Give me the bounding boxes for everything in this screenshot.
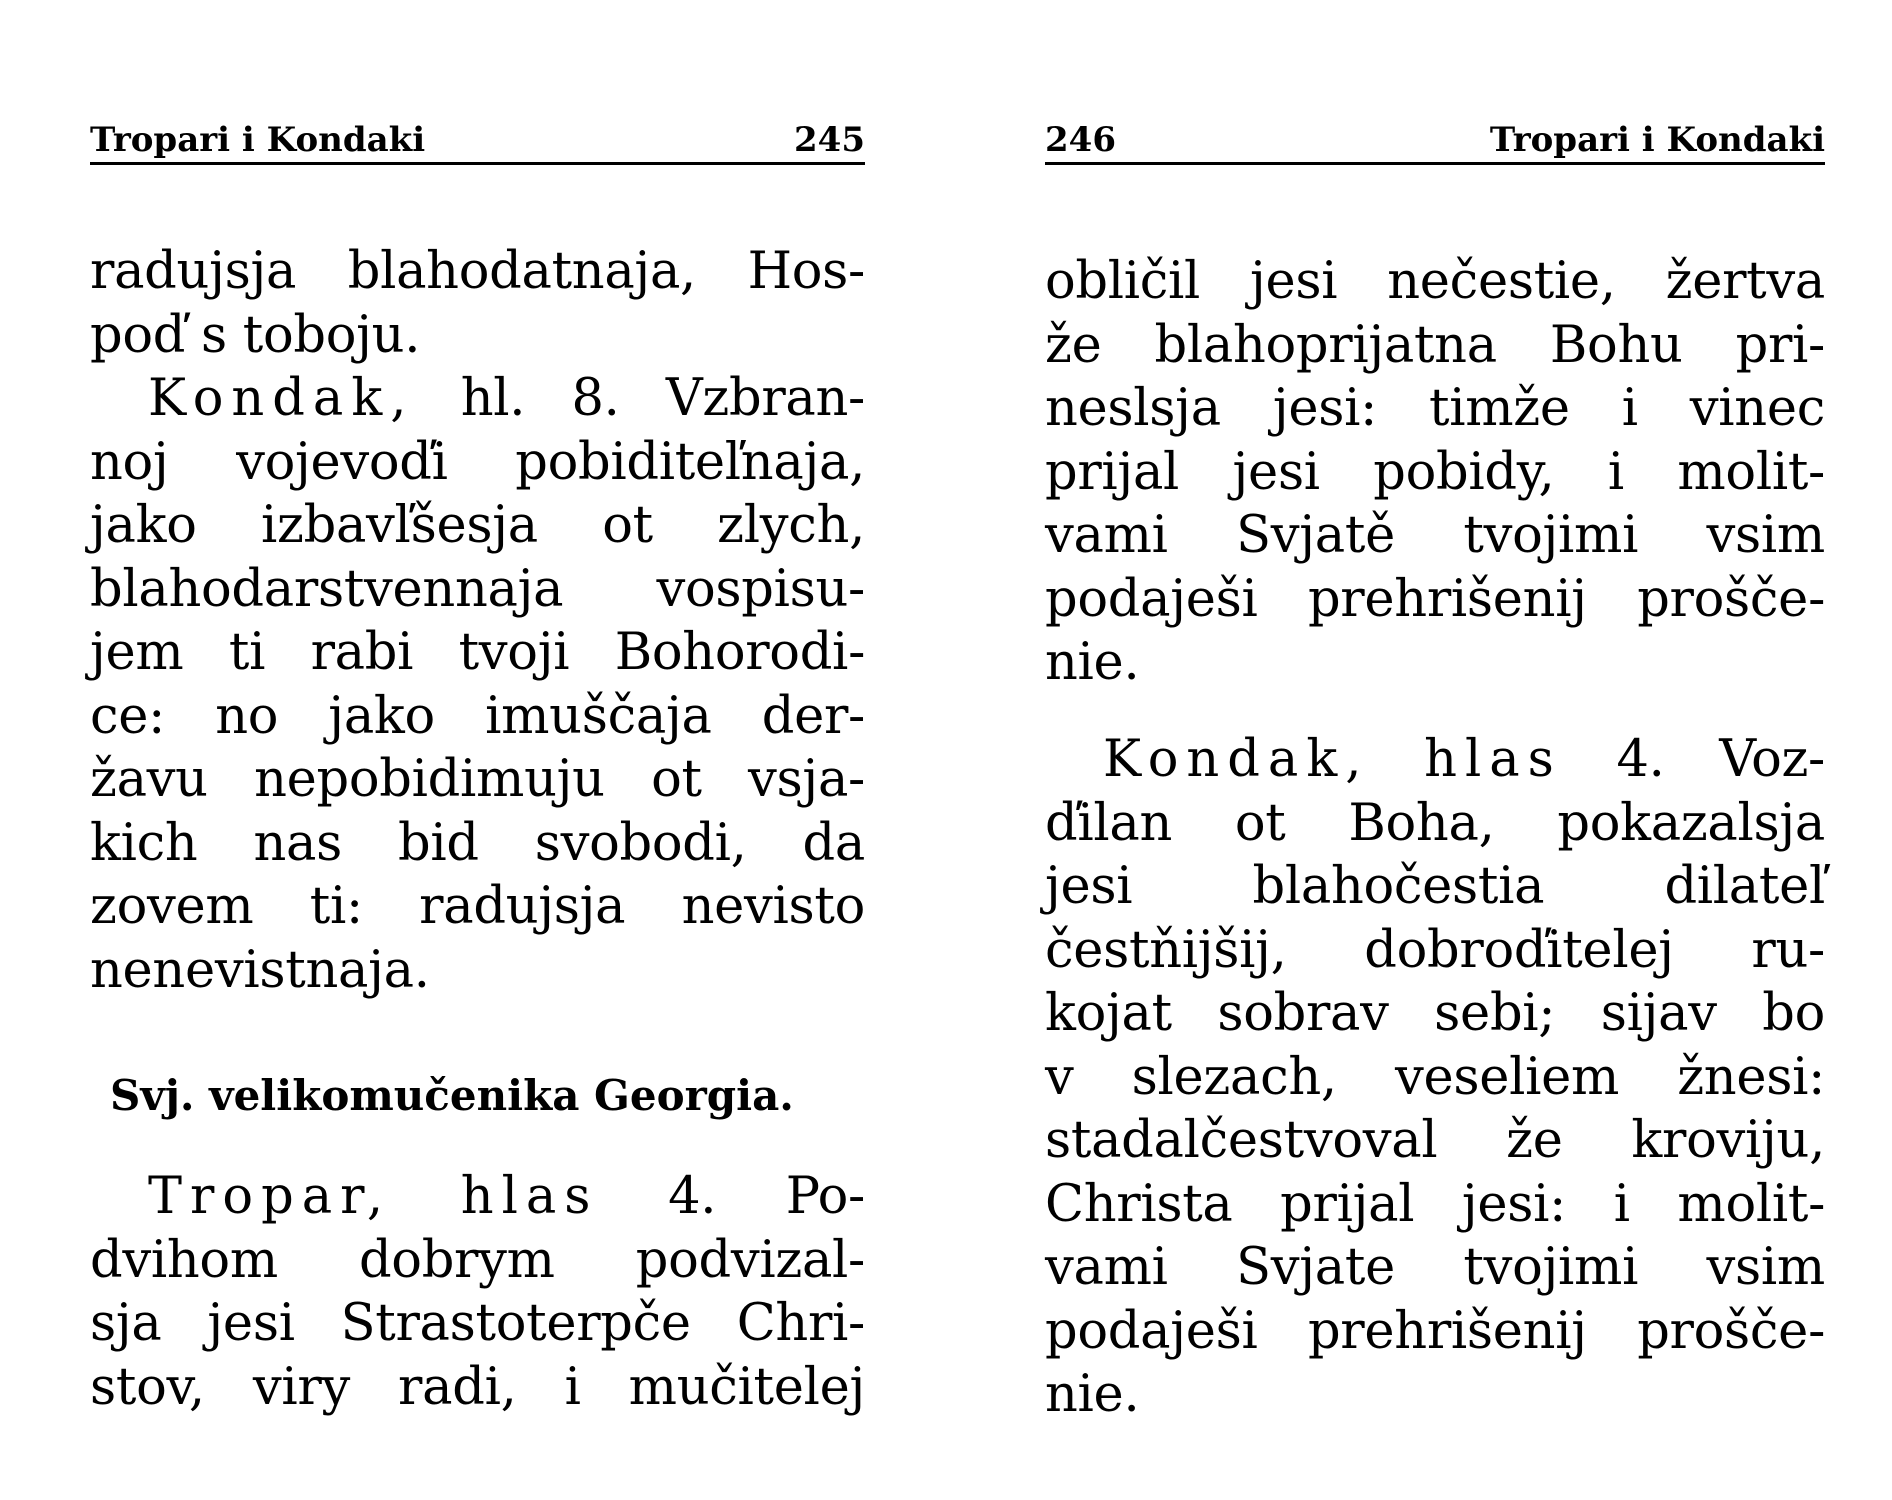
running-title: Tropari i Kondaki bbox=[90, 120, 426, 160]
text-line: Christa prijal jesi: i molit- bbox=[1045, 1174, 1825, 1234]
text-line: žavu nepobidimuju ot vsja- bbox=[90, 750, 865, 809]
text-line: podaješi prehrišenij prošče- bbox=[1045, 1301, 1825, 1361]
right-text-block-2 bbox=[1045, 728, 1825, 1427]
text-line: podaješi prehrišenij prošče- bbox=[1045, 569, 1825, 629]
text-line: blahodarstvennaja vospisu- bbox=[90, 559, 865, 619]
kondak-label: Kondak, bbox=[1103, 730, 1370, 789]
text-line: neslsja jesi: timže i vinec bbox=[1045, 379, 1825, 438]
right-running-head bbox=[1045, 118, 1825, 165]
page-number: 245 bbox=[794, 120, 865, 160]
right-text-block-1 bbox=[1045, 250, 1825, 695]
running-title: Tropari i Kondaki bbox=[1489, 120, 1825, 160]
left-running-head bbox=[90, 118, 865, 165]
text-line: zovem ti: radujsja nevisto bbox=[90, 877, 865, 936]
text-line: noj vojevoďi pobiditeľnaja, bbox=[90, 432, 865, 492]
section-heading: Svj. velikomučenika Georgia. bbox=[110, 1071, 794, 1120]
left-text-block-1 bbox=[90, 240, 865, 1002]
kondak-label: Kondak, bbox=[148, 369, 415, 428]
text-line: stov, viry radi, i mučitelej bbox=[90, 1357, 865, 1417]
text-line: radujsja blahodatnaja, Hos- bbox=[90, 242, 865, 301]
text-line: kich nas bid svobodi, da bbox=[90, 813, 865, 873]
text-line: čestňijšij, dobroďitelej ru- bbox=[1045, 920, 1825, 980]
text-line: nie. bbox=[1045, 633, 1140, 692]
page-number: 246 bbox=[1045, 120, 1116, 160]
text-line: obličil jesi nečestie, žertva bbox=[1045, 252, 1825, 311]
kondak-first-line bbox=[1045, 728, 1825, 792]
tropar-hlas: hlas bbox=[460, 1167, 599, 1226]
kondak-first-line bbox=[90, 367, 865, 431]
text-line: nie. bbox=[1045, 1365, 1140, 1424]
kondak-line-rest: 4. Voz- bbox=[1616, 730, 1825, 789]
kondak-line-rest: hl. 8. Vzbran- bbox=[460, 369, 865, 428]
text-line: v slezach, veseliem žnesi: bbox=[1045, 1047, 1825, 1107]
text-line: jako izbavľšesja ot zlych, bbox=[90, 496, 865, 555]
text-line: vami Svjatě tvojimi vsim bbox=[1045, 506, 1825, 565]
text-line: ďilan ot Boha, pokazalsja bbox=[1045, 793, 1825, 853]
text-line: jem ti rabi tvoji Bohorodi- bbox=[90, 623, 865, 682]
tropar-line-rest: 4. Po- bbox=[668, 1167, 865, 1226]
text-line: nenevistnaja. bbox=[90, 940, 430, 1000]
text-line: sja jesi Strastoterpče Chri- bbox=[90, 1294, 865, 1353]
text-line: kojat sobrav sebi; sijav bo bbox=[1045, 984, 1825, 1043]
text-line: ce: no jako imuščaja der- bbox=[90, 686, 865, 746]
tropar-label: Tropar, bbox=[148, 1167, 392, 1226]
text-line: stadalčestvoval že kroviju, bbox=[1045, 1111, 1825, 1170]
kondak-hlas: hlas bbox=[1424, 730, 1562, 789]
text-line: že blahoprijatna Bohu pri- bbox=[1045, 315, 1825, 375]
text-line: prijal jesi pobidy, i molit- bbox=[1045, 442, 1825, 502]
left-text-block-2 bbox=[90, 1165, 865, 1419]
text-line: dvihom dobrym podvizal- bbox=[90, 1230, 865, 1290]
text-line: jesi blahočestia dilateľ bbox=[1045, 857, 1825, 916]
text-line: vami Svjate tvojimi vsim bbox=[1045, 1238, 1825, 1297]
text-line: poď s toboju. bbox=[90, 305, 421, 365]
tropar-first-line bbox=[90, 1165, 865, 1229]
